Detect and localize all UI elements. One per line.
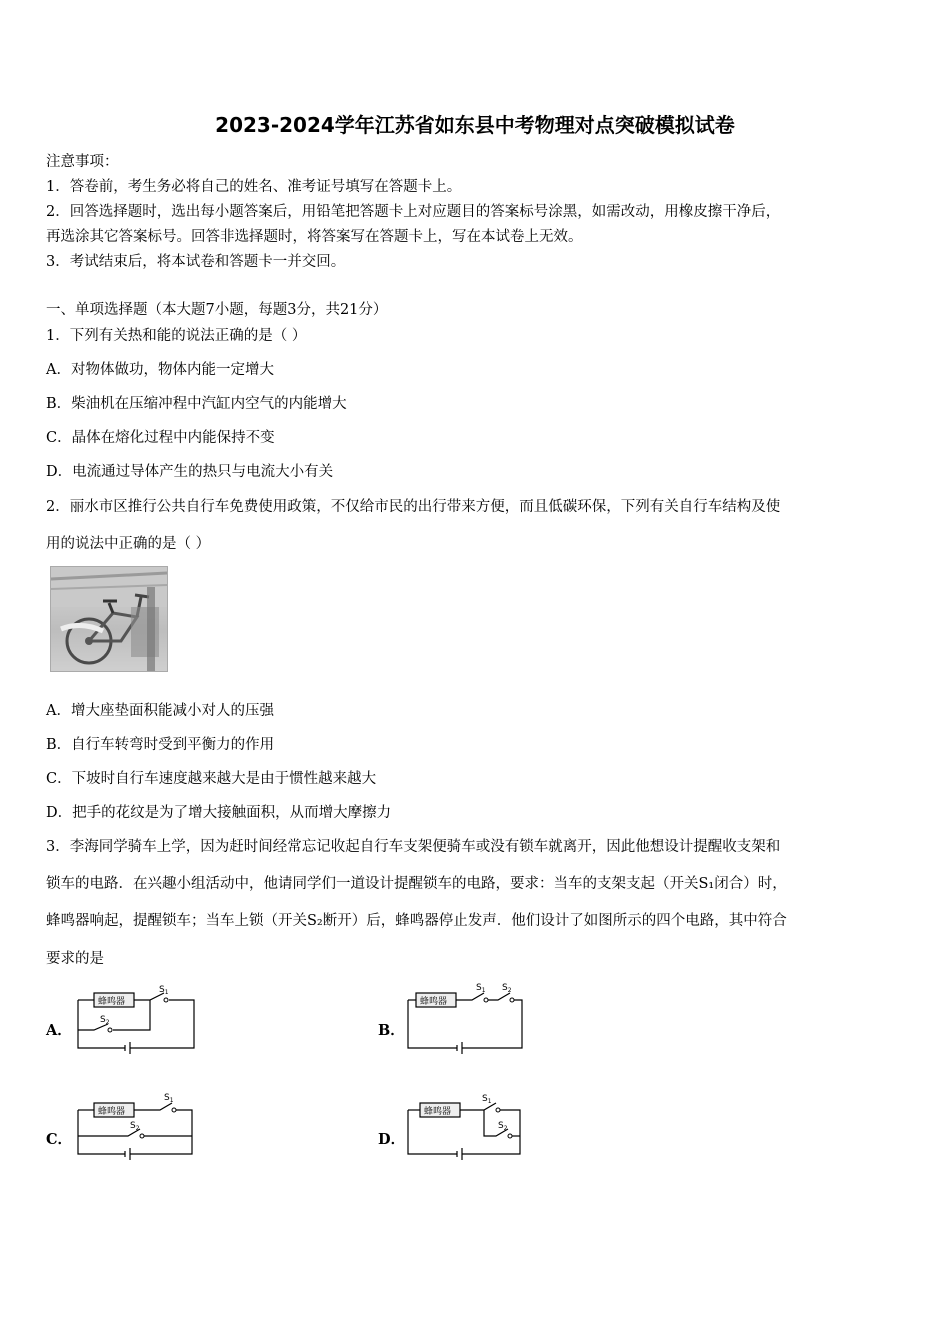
notice-item-3: 3．考试结束后，将本试卷和答题卡一并交回。 (46, 254, 346, 270)
q2-stem-line-1: 2．丽水市区推行公共自行车免费使用政策，不仅给市民的出行带来方便，而且低碳环保，下列有关自行车结构及使 (46, 499, 781, 515)
q2-stem-line-2: 用的说法中正确的是（ ） (46, 536, 211, 552)
circuit-diagram-b (402, 982, 532, 1057)
svg-text:S1: $S_1$ (164, 1093, 174, 1104)
q3-stem-line-2: 锁车的电路．在兴趣小组活动中，他请同学们一道设计提醒锁车的电路，要求：当车的支架支起（开关S₁闭合）时， (46, 876, 787, 892)
svg-text:S2: $S_2$ (498, 1121, 508, 1132)
q3-option-c-label: C． (46, 1131, 73, 1148)
q3-option-b-label: B． (378, 1022, 405, 1039)
notice-item-2-line-1: 2．回答选择题时，选出每小题答案后，用铅笔把答题卡上对应题目的答案标号涂黑，如需改动，用橡皮擦干净后， (46, 204, 781, 220)
notice-item-2-line-2: 再选涂其它答案标号。回答非选择题时，将答案写在答题卡上，写在本试卷上无效。 (46, 229, 583, 245)
circuit-diagram-d (402, 1092, 532, 1164)
q1-option-b: B．柴油机在压缩冲程中汽缸内空气的内能增大 (46, 396, 347, 412)
svg-text:S2: $S_2$ (130, 1121, 140, 1132)
svg-text:S1: $S_1$ (482, 1094, 492, 1105)
svg-text:蜂鸣器: 蜂鸣器 (420, 997, 448, 1007)
svg-text:蜂鸣器: 蜂鸣器 (98, 1107, 126, 1117)
q3-option-d-label: D． (378, 1131, 406, 1148)
q1-option-d: D．电流通过导体产生的热只与电流大小有关 (46, 464, 334, 480)
q3-stem-line-4: 要求的是 (46, 951, 104, 967)
svg-text:S1: $S_1$ (159, 985, 169, 996)
q1-option-a: A．对物体做功，物体内能一定增大 (46, 362, 274, 378)
q3-stem-line-3: 蜂鸣器响起，提醒锁车；当车上锁（开关S₂断开）后，蜂鸣器停止发声．他们设计了如图所示的四个电路，其中符合 (46, 913, 787, 929)
q1-option-c: C．晶体在熔化过程中内能保持不变 (46, 430, 275, 446)
q2-option-b: B．自行车转弯时受到平衡力的作用 (46, 737, 275, 753)
svg-text:S2: $S_2$ (100, 1015, 110, 1026)
q2-option-c: C．下坡时自行车速度越来越大是由于惯性越来越大 (46, 771, 377, 787)
svg-text:S1: $S_1$ (476, 983, 486, 994)
bicycle-photo (50, 566, 168, 672)
circuit-diagram-c (70, 1092, 205, 1164)
page-title: 2023-2024学年江苏省如东县中考物理对点突破模拟试卷 (215, 113, 735, 137)
svg-text:S2: $S_2$ (502, 983, 512, 994)
q2-option-a: A．增大座垫面积能减小对人的压强 (46, 703, 274, 719)
q3-stem-line-1: 3．李海同学骑车上学，因为赶时间经常忘记收起自行车支架便骑车或没有锁车就离开，因此他想设计提醒收支架和 (46, 839, 781, 855)
q1-stem: 1．下列有关热和能的说法正确的是（ ） (46, 328, 307, 344)
q2-option-d: D．把手的花纹是为了增大接触面积，从而增大摩擦力 (46, 805, 392, 821)
q3-option-a-label: A． (46, 1022, 72, 1039)
buzzer-label: 蜂鸣器 (98, 997, 126, 1007)
circuit-diagram-a (70, 984, 205, 1056)
svg-text:蜂鸣器: 蜂鸣器 (424, 1107, 452, 1117)
notice-heading: 注意事项： (46, 154, 119, 170)
notice-item-1: 1．答卷前，考生务必将自己的姓名、准考证号填写在答题卡上。 (46, 179, 462, 195)
section-1-heading: 一、单项选择题（本大题7小题，每题3分，共21分） (46, 302, 388, 318)
